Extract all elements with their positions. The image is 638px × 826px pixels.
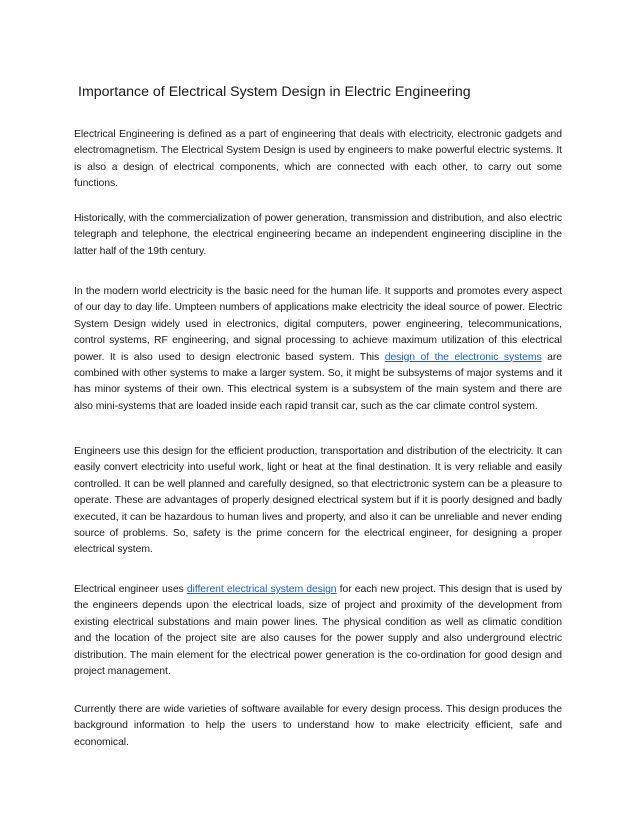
paragraph-text: are combined with other systems to make a larger system. So, it might be subsystems of major systems and it has minor systems of their own. This electrical system is a subsystem of the main system and there are also mini-systems that are loaded inside each rapid transit car, such as the car climate control system. [74,351,563,412]
paragraph-electrical-engineer [74,582,562,680]
paragraph-definition: Electrical Engineering is defined as a part of engineering that deals with electricity, electronic gadgets and electromagnetism. The Electrical System Design is used by engineers to make powerful electric systems. It is also a design of electrical components, which are connected with each other, to carry out some functions. [74,129,562,190]
document-title: Importance of Electrical System Design in Electric Engineering [78,84,471,100]
paragraph-software: Currently there are wide varieties of software available for every design process. This design produces the background information to help the users to understand how to make electricity efficient, safe and economical. [74,704,562,748]
paragraph-history: Historically, with the commercialization of power generation, transmission and distribution, and also electric telegraph and telephone, the electrical engineering became an independent engineering discipline in the latter half of the 19th century. [74,213,562,257]
electronic-systems-link[interactable]: design of the electronic systems [384,351,542,363]
paragraph-text: In the modern world electricity is the basic need for the human life. It supports and promotes every aspect of our day to day life. Umpteen numbers of applications make electricity the ideal source of power. Electric System Design widely used in electronics, digital computers, power engineering, telecommunications, control systems, RF engineering, and signal processing to achieve maximum utilization of this electrical power. It is also used to design electronic based system. This [74,286,562,363]
paragraph-text: for each new project. This design that is used by the engineers depends upon the electrical loads, size of project and proximity of the development from existing electrical substations and main power lines. The physical condition as well as climatic condition and the location of the project site are also causes for the power supply and also underground electric distribution. The main element for the electrical power generation is the co-ordination for good design and project management. [74,584,563,678]
system-design-link[interactable]: different electrical system design [186,584,337,595]
paragraph-engineers-use: Engineers use this design for the efficient production, transportation and distribution of the electricity. It can easily convert electricity into useful work, light or heat at the final destination. It is very reliable and easily controlled. It can be well planned and carefully designed, so that electrictronic system can be a pleasure to operate. These are advantages of properly designed electrical system but if it is poorly designed and badly executed, it can be hazardous to human lives and property, and also it can be unreliable and never ending source of problems. So, safety is the prime concern for the electrical engineer, for designing a proper electrical system. [74,446,562,556]
paragraph-modern-world [74,284,562,415]
paragraph-text: Electrical engineer uses [74,584,187,595]
